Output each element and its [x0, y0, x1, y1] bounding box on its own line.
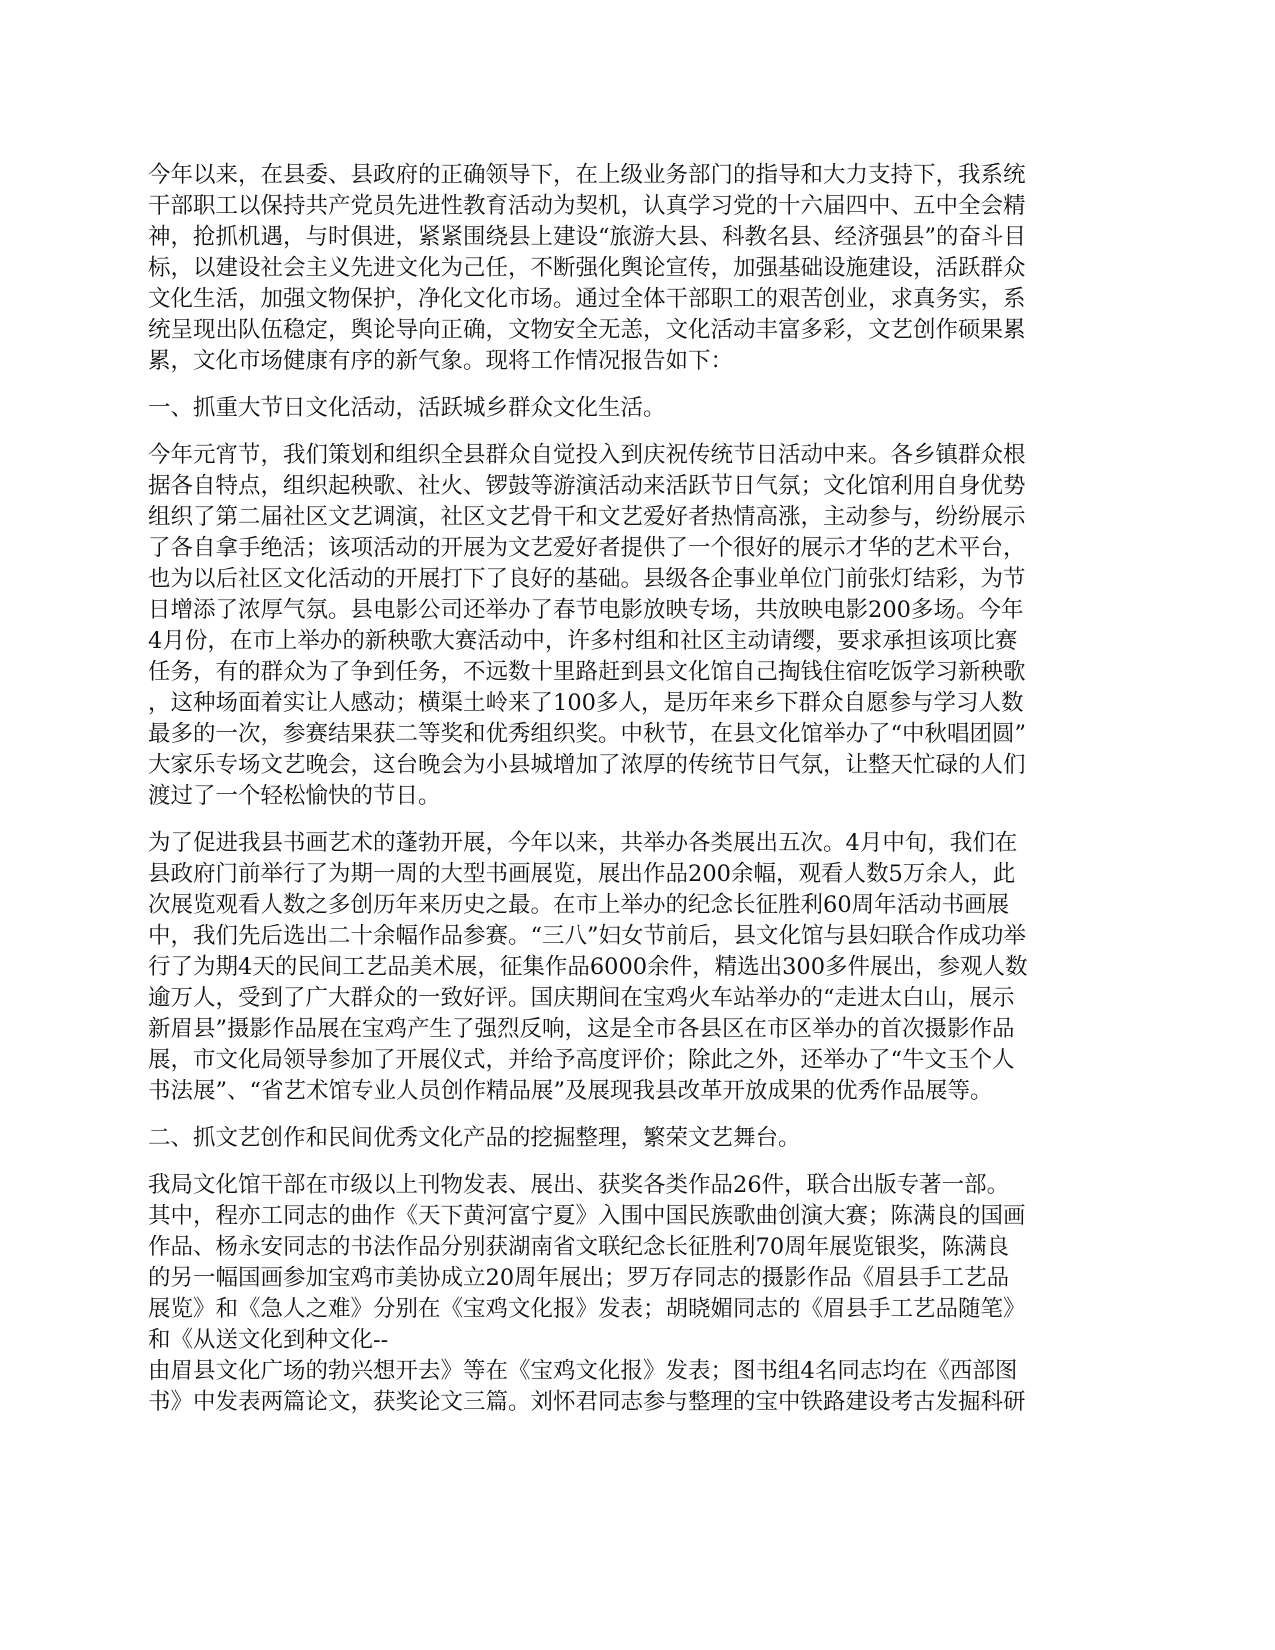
text-line: 组织了第二届社区文艺调演，社区文艺骨干和文艺爱好者热情高涨，主动参与，纷纷展示 — [148, 504, 1026, 530]
text-line: 4月份，在市上举办的新秧歌大赛活动中，许多村组和社区主动请缨，要求承担该项比赛 — [148, 628, 1018, 654]
text-line: 展览》和《急人之难》分别在《宝鸡文化报》发表；胡晓媚同志的《眉县手工艺品随笔》 — [148, 1296, 1026, 1322]
text-line: 也为以后社区文化活动的开展打下了良好的基础。县级各企事业单位门前张灯结彩，为节 — [148, 566, 1026, 592]
text-line: 作品、杨永安同志的书法作品分别获湖南省文联纪念长征胜利70周年展览银奖，陈满良 — [148, 1234, 1010, 1260]
paragraph — [148, 440, 1128, 812]
text-line: 统呈现出队伍稳定，舆论导向正确，文物安全无恙，文化活动丰富多彩，文艺创作硕果累 — [148, 317, 1026, 343]
text-line: 行了为期4天的民间工艺品美术展，征集作品6000余件，精选出300多件展出，参观人数 — [148, 954, 1028, 980]
text-line: 中，我们先后选出二十余幅作品参赛。“三八”妇女节前后，县文化馆与县妇联合作成功举 — [148, 923, 1027, 949]
text-line: 其中，程亦工同志的曲作《天下黄河富宁夏》入围中国民族歌曲创演大赛；陈满良的国画 — [148, 1203, 1026, 1229]
text-line: 新眉县”摄影作品展在宝鸡产生了强烈反响，这是全市各县区在市区举办的首次摄影作品 — [148, 1016, 1015, 1042]
text-line: 二、抓文艺创作和民间优秀文化产品的挖掘整理，繁荣文艺舞台。 — [148, 1125, 801, 1151]
paragraph — [148, 1123, 1128, 1154]
text-line: 我局文化馆干部在市级以上刊物发表、展出、获奖各类作品26件，联合出版专著一部。 — [148, 1172, 1010, 1198]
text-line: 标，以建设社会主义先进文化为己任，不断强化舆论宣传，加强基础设施建设，活跃群众 — [148, 255, 1026, 281]
text-line: 一、抓重大节日文化活动，活跃城乡群众文化生活。 — [148, 395, 666, 421]
text-line: 由眉县文化广场的勃兴想开去》等在《宝鸡文化报》发表；图书组4名同志均在《西部图 — [148, 1358, 1018, 1384]
text-line: 的另一幅国画参加宝鸡市美协成立20周年展出；罗万存同志的摄影作品《眉县手工艺品 — [148, 1265, 1010, 1291]
text-line: 逾万人，受到了广大群众的一致好评。国庆期间在宝鸡火车站举办的“走进太白山，展示 — [148, 985, 1015, 1011]
text-line: 书》中发表两篇论文，获奖论文三篇。刘怀君同志参与整理的宝中铁路建设考古发掘科研 — [148, 1389, 1026, 1415]
paragraph — [148, 393, 1128, 424]
text-line: 神，抢抓机遇，与时俱进，紧紧围绕县上建设“旅游大县、科教名县、经济强县”的奋斗目 — [148, 224, 1027, 250]
text-line: 次展览观看人数之多创历年来历史之最。在市上举办的纪念长征胜利60周年活动书画展 — [148, 892, 1010, 918]
text-line: ，这种场面着实让人感动；横渠土岭来了100多人，是历年来乡下群众自愿参与学习人数 — [148, 690, 1024, 716]
text-line: 今年以来，在县委、县政府的正确领导下，在上级业务部门的指导和大力支持下，我系统 — [148, 162, 1026, 188]
text-line: 任务，有的群众为了争到任务，不远数十里路赶到县文化馆自己掏钱住宿吃饭学习新秧歌 — [148, 659, 1026, 685]
text-line: 县政府门前举行了为期一周的大型书画展览，展出作品200余幅，观看人数5万余人，此 — [148, 861, 1016, 887]
text-line: 日增添了浓厚气氛。县电影公司还举办了春节电影放映专场，共放映电影200多场。今年 — [148, 597, 1024, 623]
paragraph — [148, 1170, 1128, 1418]
paragraph — [148, 828, 1128, 1107]
text-line: 累，文化市场健康有序的新气象。现将工作情况报告如下： — [148, 348, 734, 374]
paragraph — [148, 160, 1128, 377]
text-line: 展，市文化局领导参加了开展仪式，并给予高度评价；除此之外，还举办了“牛文玉个人 — [148, 1047, 1015, 1073]
text-line: 渡过了一个轻松愉快的节日。 — [148, 783, 441, 809]
text-line: 书法展”、“省艺术馆专业人员创作精品展”及展现我县改革开放成果的优秀作品展等。 — [148, 1078, 993, 1104]
text-line: 文化生活，加强文物保护，净化文化市场。通过全体干部职工的艰苦创业，求真务实，系 — [148, 286, 1026, 312]
text-line: 最多的一次，参赛结果获二等奖和优秀组织奖。中秋节，在县文化馆举办了“中秋唱团圆” — [148, 721, 1027, 747]
document-page — [148, 160, 1128, 1434]
text-line: 为了促进我县书画艺术的蓬勃开展，今年以来，共举办各类展出五次。4月中旬，我们在 — [148, 830, 1018, 856]
text-line: 和《从送文化到种文化-- — [148, 1327, 389, 1353]
text-line: 了各自拿手绝活；该项活动的开展为文艺爱好者提供了一个很好的展示才华的艺术平台， — [148, 535, 1026, 561]
text-line: 据各自特点，组织起秧歌、社火、锣鼓等游演活动来活跃节日气氛；文化馆利用自身优势 — [148, 473, 1026, 499]
text-line: 大家乐专场文艺晚会，这台晚会为小县城增加了浓厚的传统节日气氛，让整天忙碌的人们 — [148, 752, 1026, 778]
text-line: 干部职工以保持共产党员先进性教育活动为契机，认真学习党的十六届四中、五中全会精 — [148, 193, 1026, 219]
text-line: 今年元宵节，我们策划和组织全县群众自觉投入到庆祝传统节日活动中来。各乡镇群众根 — [148, 442, 1026, 468]
